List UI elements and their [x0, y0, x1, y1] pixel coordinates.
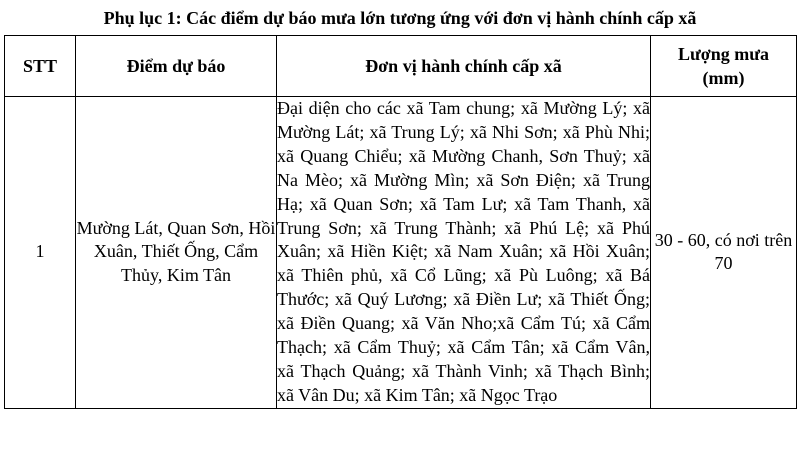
cell-admin-units: Đại diện cho các xã Tam chung; xã Mường Lý; xã Mường Lát; xã Trung Lý; xã Nhi Sơn; xã Phù Nhi; xã Quang Chiểu; xã Mường Chanh, Sơn Thuỷ; xã Na Mèo; xã Mường Mìn; xã Sơn Điện; xã Trung Hạ; xã Quan Sơn; xã Tam Lư; xã Tam Thanh, xã Trung Sơn; xã Trung Thành; xã Phú Lệ; xã Phú Xuân; xã Hiền Kiệt; xã Nam Xuân; xã Hồi Xuân; xã Thiên phủ, xã Cổ Lũng; xã Pù Luông; xã Bá Thước; xã Quý Lương; xã Điền Lư; xã Thiết Ống; xã Điền Quang; xã Văn Nho;xã Cẩm Tú; xã Cẩm Thạch; xã Cẩm Thuỷ; xã Cẩm Tân; xã Cẩm Vân, xã Thạch Quảng; xã Thành Vinh; xã Thạch Bình; xã Vân Du; xã Kim Tân; xã Ngọc Trạo	[277, 97, 651, 409]
header-rainfall-label: Lượng mưa	[677, 44, 770, 64]
cell-stt: 1	[5, 97, 76, 409]
header-rainfall-unit: (mm)	[702, 68, 745, 88]
table-header-row	[5, 36, 797, 97]
header-rainfall	[651, 36, 797, 97]
cell-forecast-point: Mường Lát, Quan Sơn, Hồi Xuân, Thiết Ống, Cẩm Thủy, Kim Tân	[76, 97, 277, 409]
forecast-table	[4, 35, 797, 409]
table-row	[5, 97, 797, 409]
header-forecast-point: Điểm dự báo	[76, 36, 277, 97]
header-stt: STT	[5, 36, 76, 97]
cell-rainfall: 30 - 60, có nơi trên 70	[651, 97, 797, 409]
document-title: Phụ lục 1: Các điểm dự báo mưa lớn tương ứng với đơn vị hành chính cấp xã	[103, 8, 697, 28]
header-admin-unit: Đơn vị hành chính cấp xã	[277, 36, 651, 97]
